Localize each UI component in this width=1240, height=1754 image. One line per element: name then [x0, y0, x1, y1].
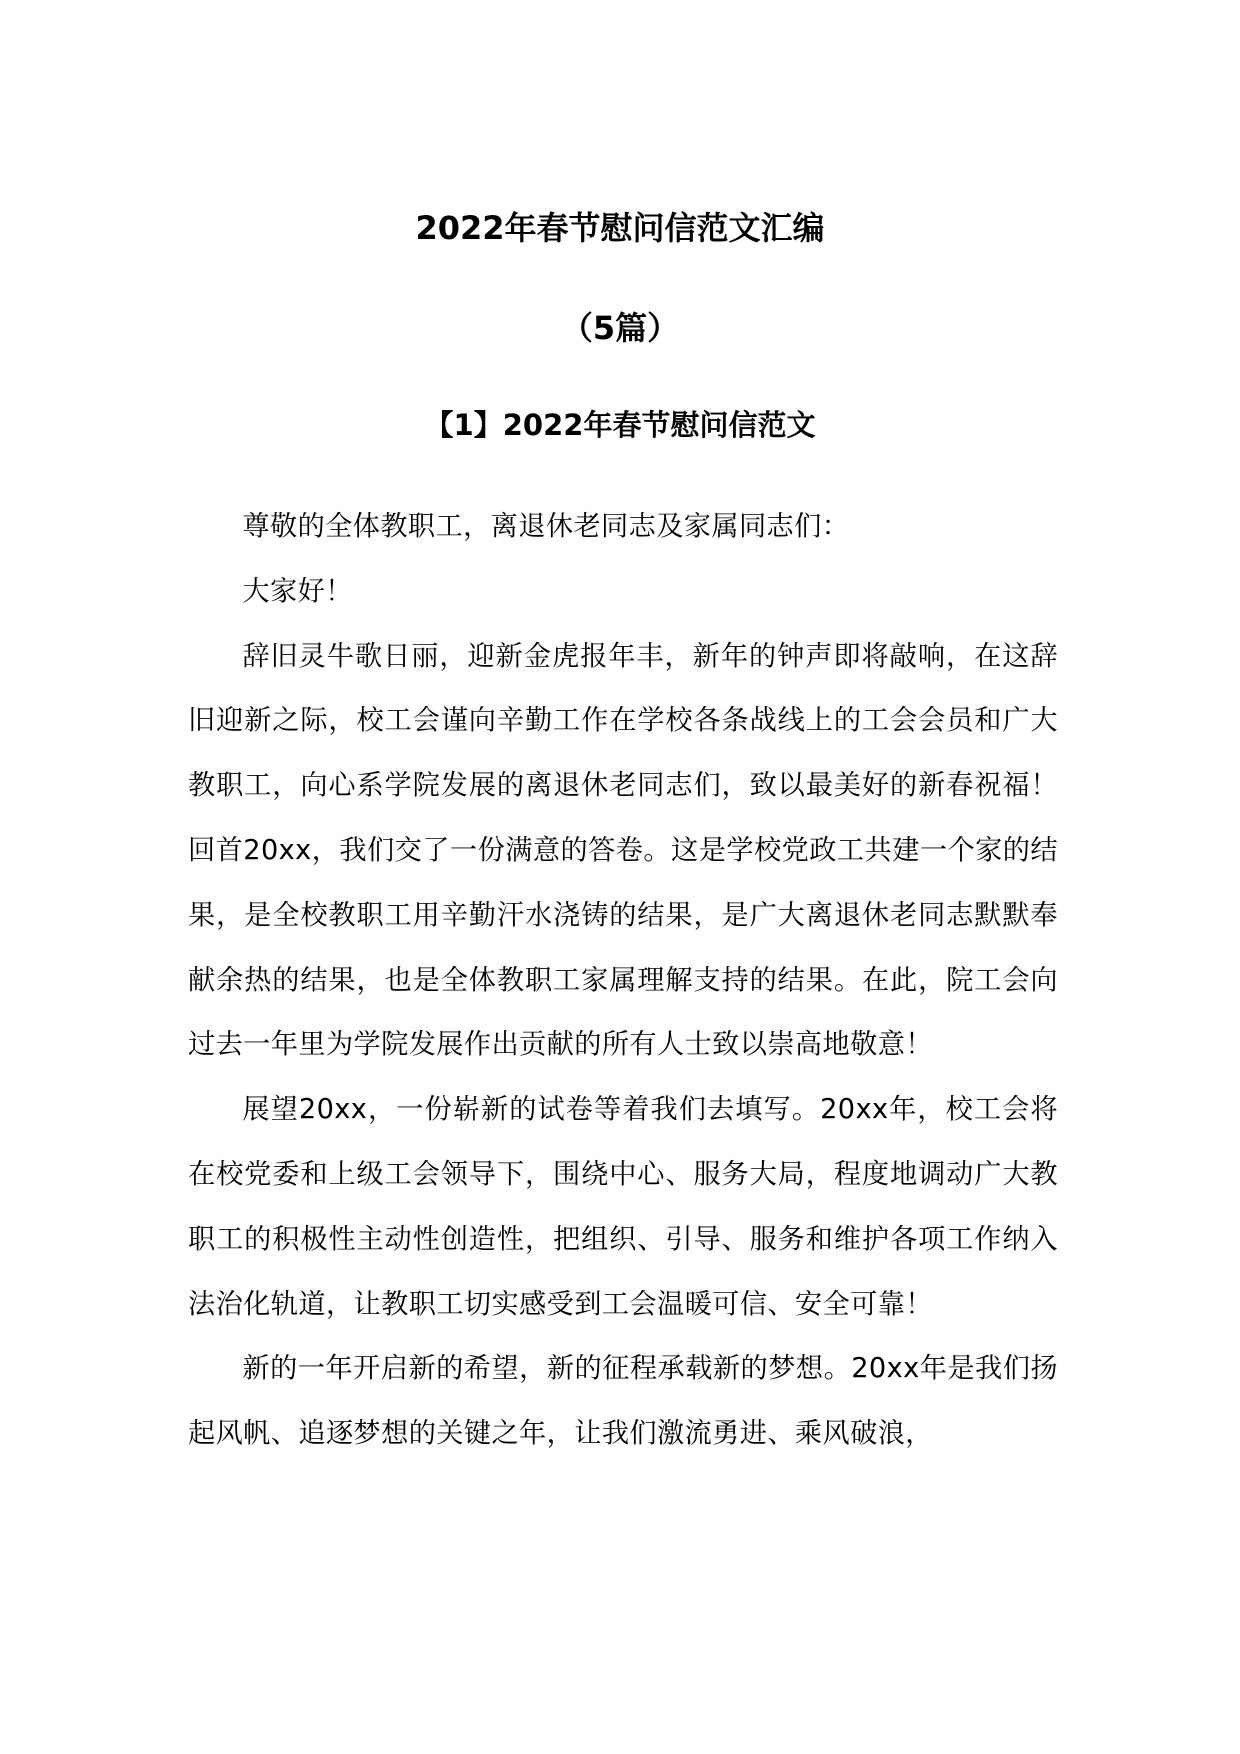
- body-paragraph-new-year: 新的一年开启新的希望，新的征程承载新的梦想。20xx年是我们扬起风帆、追逐梦想的关键之年，让我们激流勇进、乘风破浪，: [188, 1353, 1058, 1450]
- greeting: 大家好！: [242, 575, 353, 607]
- body-paragraph-outlook: 展望20xx，一份崭新的试卷等着我们去填写。20xx年，校工会将在校党委和上级工会领导下，围绕中心、服务大局，程度地调动广大教职工的积极性主动性创造性，把组织、引导、服务和维护各项工作纳入法治化轨道，让教职工切实感受到工会温暖可信、安全可靠！: [188, 1094, 1058, 1320]
- salutation: 尊敬的全体教职工，离退休老同志及家属同志们：: [242, 511, 850, 542]
- section-heading: 【1】2022年春节慰问信范文: [424, 408, 816, 442]
- letter-body: [188, 495, 1058, 1467]
- document-title: 2022年春节慰问信范文汇编: [415, 209, 825, 247]
- body-paragraph-review: 辞旧灵牛歌日丽，迎新金虎报年丰，新年的钟声即将敲响，在这辞旧迎新之际，校工会谨向辛勤工作在学校各条战线上的工会会员和广大教职工，向心系学院发展的离退休老同志们，致以最美好的新春祝福！回首20xx，我们交了一份满意的答卷。这是学校党政工共建一个家的结果，是全校教职工用辛勤汗水浇铸的结果，是广大离退休老同志默默奉献余热的结果，也是全体教职工家属理解支持的结果。在此，院工会向过去一年里为学院发展作出贡献的所有人士致以崇高地敬意！: [188, 640, 1058, 1061]
- document-subtitle: （5篇）: [560, 309, 680, 347]
